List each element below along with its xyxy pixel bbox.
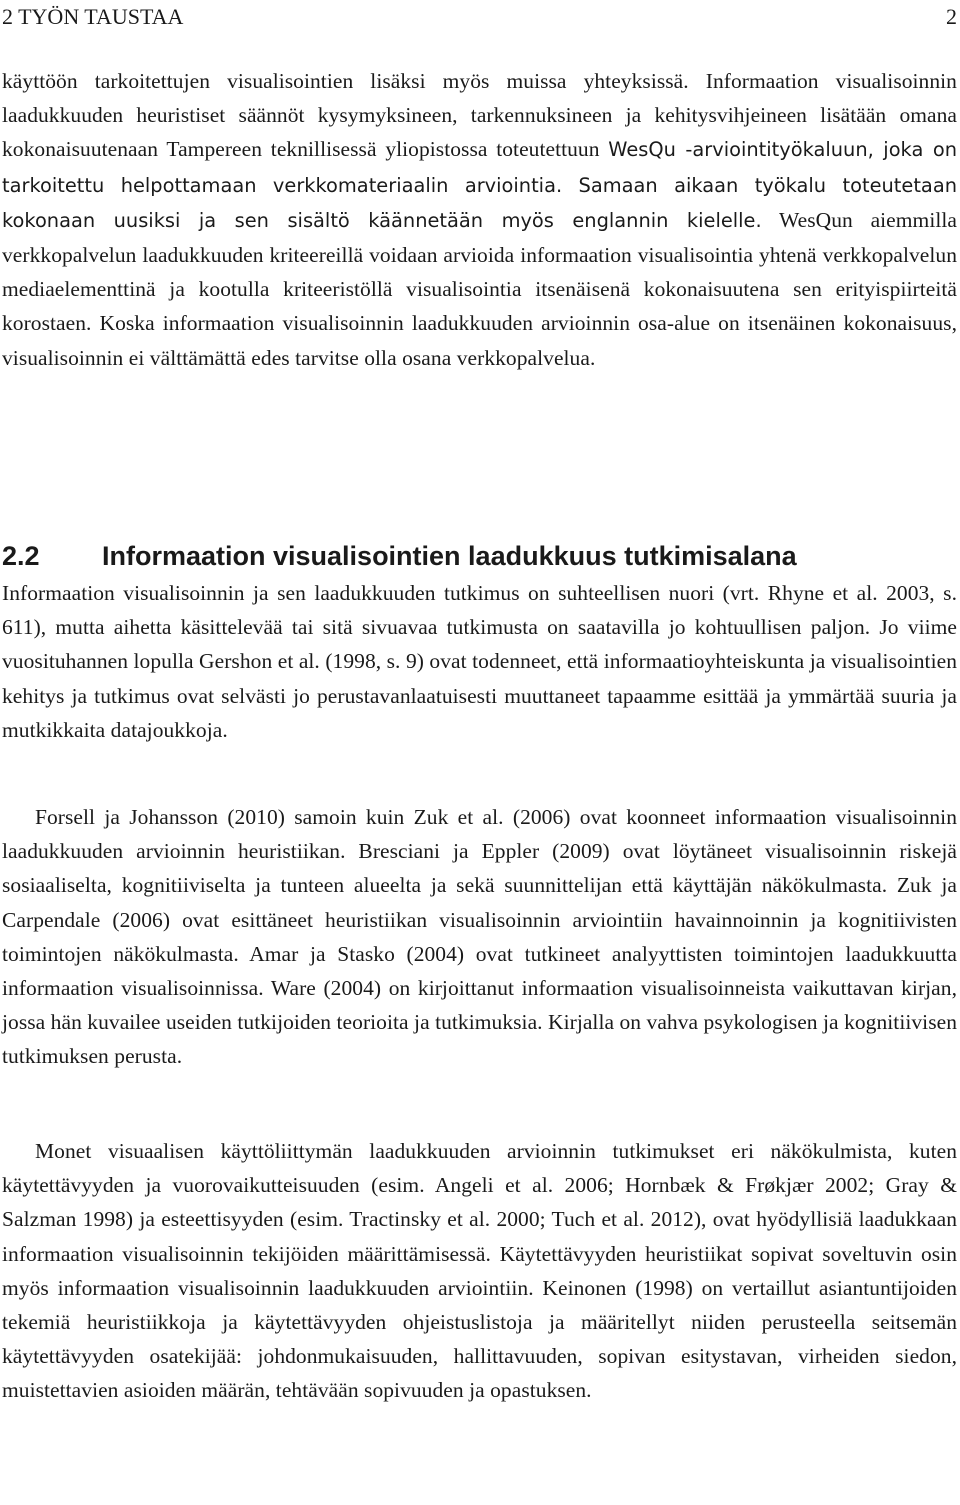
body-paragraph-1: Informaation visualisoinnin ja sen laadukkuuden tutkimus on suhteellisen nuori (vrt. Rhyne et al. 2003, s. 611), mutta aihetta käsittelevää tai sitä sivuavaa tutkimusta on saatavilla jo kohtuullisen paljon. Jo viime vuosituhannen lopulla Gershon et al. (1998, s. 9) ovat todenneet, että informaatioyhteiskunta ja visualisointien kehitys ja tutkimus ovat selvästi jo perustavanlaatuisesti muuttaneet tapaamme esittää ja ymmärtää suuria ja mutkikkaita datajoukkoja. xyxy=(2,581,957,742)
running-header xyxy=(2,2,957,32)
page-number: 2 xyxy=(946,4,957,29)
intro-text-sans: WesQu -arviointityökaluun, joka on tarkoitettu helpottamaan verkkomateriaalin arviointia. Samaan aikaan työkalu toteutetaan kokonaan uusiksi ja sen sisältö käännetään myös englannin kielelle. xyxy=(2,138,957,232)
body-paragraph-2: Forsell ja Johansson (2010) samoin kuin Zuk et al. (2006) ovat koonneet informaation visualisoinnin laadukkuuden arvioinnin heuristiikan. Bresciani ja Eppler (2009) ovat löytäneet visualisoinnin riskejä sosiaaliselta, kognitiiviselta ja tunteen alueelta ja sekä suunnittelijan että käyttäjän näkökulmasta. Zuk ja Carpendale (2006) ovat esittäneet heuristiikan visualisoinnin arviointiin havainnoinnin ja kognitiivisten toimintojen näkökulmasta. Amar ja Stasko (2004) ovat tutkineet analyyttisten toimintojen laadukkuutta informaation visualisoinnissa. Ware (2004) on kirjoittanut informaation visualisoinneista vaikuttavan kirjan, jossa hän kuvailee useiden tutkijoiden teorioita ja tutkimuksia. Kirjalla on vahva psykologisen ja kognitiivisen tutkimuksen perusta. xyxy=(2,805,957,1069)
section-title: Informaation visualisointien laadukkuus tutkimisalana xyxy=(102,541,797,572)
intro-text-serif: käyttöön tarkoitettujen visualisointien lisäksi myös muissa yhteyksissä. Informaation visualisoinnin laadukkuuden heuristiset säännöt kysymyksineen, tarkennuksineen ja kehitysvihjeineen lisätään omana kokonaisuutenaan Tampereen teknillisessä yliopistossa toteutettuun xyxy=(2,69,957,162)
chapter-title: 2 TYÖN TAUSTAA xyxy=(2,4,184,29)
body-paragraph-3: Monet visuaalisen käyttöliittymän laadukkuuden arvioinnin tutkimukset eri näkökulmista, kuten käytettävyyden ja vuorovaikutteisuuden (esim. Angeli et al. 2006; Hornbæk & Frøkjær 2002; Gray & Salzman 1998) ja esteettisyyden (esim. Tractinsky et al. 2000; Tuch et al. 2012), ovat hyödyllisiä laadukkaan informaation visualisoinnin tekijöiden määrittämisessä. Käytettävyyden heuristiikat sopivat soveltuvin osin myös informaation visualisoinnin laadukkuuden arviointiin. Keinonen (1998) on vertaillut asiantuntijoiden tekemiä heuristiikkoja ja käytettävyyden ohjeistuslistoja ja määritellyt niiden perusteella seitsemän käytettävyyden osatekijää: johdonmukaisuuden, hallittavuuden, sopivan esitystavan, virheiden siedon, muistettavien asioiden määrän, tehtävään sopivuuden ja opastuksen. xyxy=(2,1139,957,1403)
section-number: 2.2 xyxy=(2,541,40,572)
section-heading xyxy=(2,536,957,576)
intro-text-serif-continued: WesQun aiemmilla verkkopalvelun laadukkuuden kriteereillä voidaan arvioida informaation visualisointia yhtenä verkkopalvelun mediaelementtinä ja kootulla kriteeristöllä visualisointia itsenäisenä kokonaisuutena sen erityispiirteitä korostaen. Koska informaation visualisoinnin laadukkuuden arvioinnin osa-alue on itsenäinen kokonaisuus, visualisoinnin ei välttämättä edes tarvitse olla osana verkkopalvelua. xyxy=(2,207,957,370)
intro-paragraph xyxy=(2,64,957,375)
